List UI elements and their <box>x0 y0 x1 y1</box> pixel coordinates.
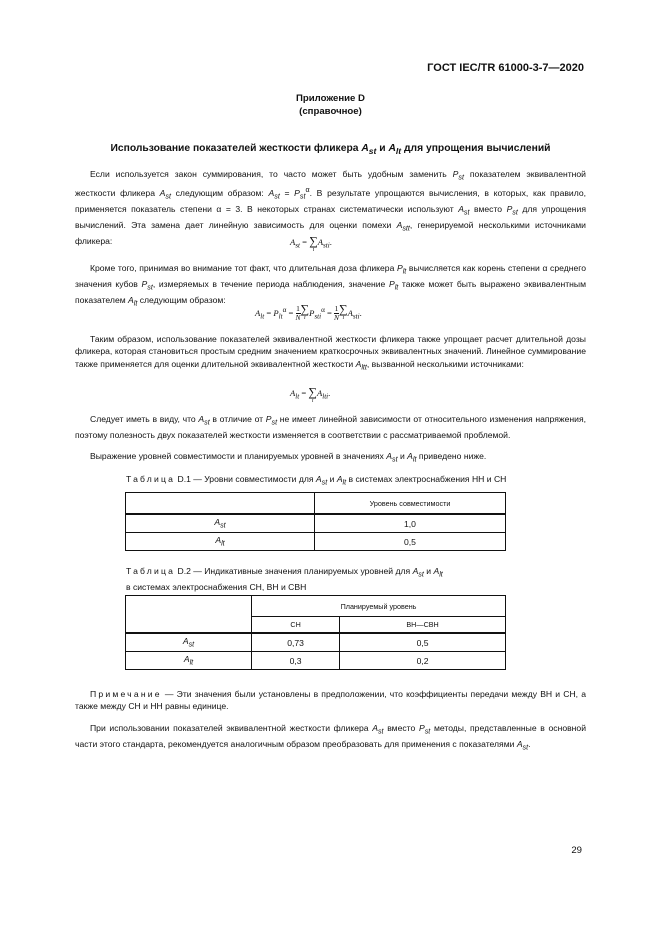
cell-value: 0,3 <box>252 652 340 670</box>
row-symbol: $A_{st}$ <box>126 633 252 652</box>
column-group-header: Планируемый уровень <box>252 596 506 617</box>
table2-caption: Таблица D.2 — Индикативные значения планируемых уровней для $A_{st}$ и $A_{lt}$ в системах электроснабжения СН, ВН и СВН <box>126 566 443 592</box>
paragraph-1: Если используется закон суммирования, то часто может быть удобным заменить $P_{st}$ показателем эквивалентной жесткости фликера $A_{st}$ следующим образом: $A_{st} = P_{st}^\alpha$. В результате упрощаются вычисления, в которых, как правило, применяется показатель степени α = 3. В некоторых странах систематически используют $A_{st}$ вместо $P_{st}$ для упрощения вычислений. Эта замена дает линейную зависимость для оценки помехи $A_{stt}$, генерируемой несколькими источниками фликера: <box>75 169 586 247</box>
cell-value: 0,5 <box>315 533 506 551</box>
table-row <box>126 633 506 652</box>
formula-alt-sum: $A_{lt}$ = ∑ i $A_{lti}$. <box>290 385 331 404</box>
cell-value: 0,2 <box>340 652 506 670</box>
column-header-hv-ehv: ВН—СВН <box>340 617 506 634</box>
column-header: Уровень совместимости <box>315 493 506 515</box>
row-symbol: $A_{lt}$ <box>126 652 252 670</box>
paragraph-6: При использовании показателей эквивалентной жесткости фликера $A_{st}$ вместо $P_{st}$ методы, представленные в основной части этого стандарта, рекомендуется аналогичным образом преобразовать для применения с показателями $A_{st}$. <box>75 723 586 752</box>
table-header-row <box>126 493 506 515</box>
planning-levels-table <box>125 595 506 670</box>
paragraph-3: Таким образом, использование показателей эквивалентной жесткости фликера также упрощает расчет длительной дозы фликера, которая становиться простым средним значением краткосрочных эквивалентных значений. Линейное суммирование также применяется для оценки длительной эквивалентной жесткости $A_{ltt}$, вызванной несколькими источниками: <box>75 334 586 372</box>
table-row <box>126 652 506 670</box>
table-row <box>126 533 506 551</box>
cell-value: 1,0 <box>315 514 506 533</box>
row-symbol: $A_{st}$ <box>126 514 315 533</box>
appendix-title: Приложение D <box>296 93 365 104</box>
table-header-row <box>126 596 506 617</box>
table-note: Примечание — Эти значения были установлены в предположении, что коэффициенты передачи между ВН и СН, а также между СН и НН равны единице. <box>75 689 586 712</box>
cell-value: 0,73 <box>252 633 340 652</box>
table-row <box>126 514 506 533</box>
row-symbol: $A_{lt}$ <box>126 533 315 551</box>
column-header-mv: СН <box>252 617 340 634</box>
table1-caption: Таблица D.1 — Уровни совместимости для $A_{st}$ и $A_{lt}$ в системах электроснабжения НН и СН <box>126 474 507 487</box>
formula-ast-sum: $A_{st}$ = ∑ i $A_{sti}$. <box>290 234 332 253</box>
empty-header-cell <box>126 596 252 634</box>
page-number: 29 <box>571 845 582 856</box>
standard-number: ГОСТ IEC/TR 61000-3-7—2020 <box>427 62 584 74</box>
empty-header-cell <box>126 493 315 515</box>
cell-value: 0,5 <box>340 633 506 652</box>
compatibility-table <box>125 492 506 551</box>
appendix-subtitle: (справочное) <box>299 106 362 117</box>
formula-alt-mean: $A_{lt} = P_{lt}^\alpha$ = $\frac{1}{N}$ ∑ i $P_{sti}^\alpha$ = $\frac{1}{N}$ ∑ i $A_{sti}$. <box>255 302 362 323</box>
paragraph-5: Выражение уровней совместимости и планируемых уровней в значениях $A_{st}$ и $A_{lt}$ приведено ниже. <box>90 451 487 464</box>
section-title: Использование показателей жесткости фликера $A_{st}$ и $A_{lt}$ для упрощения вычислений <box>110 143 551 157</box>
paragraph-2: Кроме того, принимая во внимание тот факт, что длительная доза фликера $P_{lt}$ вычисляется как корень степени α среднего значения кубов $P_{st}$, измеряемых в течение периода наблюдения, значение $P_{lt}$ также может быть выражено эквивалентным показателем $A_{lt}$ следующим образом: <box>75 263 586 308</box>
paragraph-4: Следует иметь в виду, что $A_{st}$ в отличие от $P_{st}$ не имеет линейной зависимости от относительного изменения напряжения, поэтому полезность двух показателей жесткости изменяется в соответствии с рассматриваемой проблемой. <box>75 414 586 441</box>
